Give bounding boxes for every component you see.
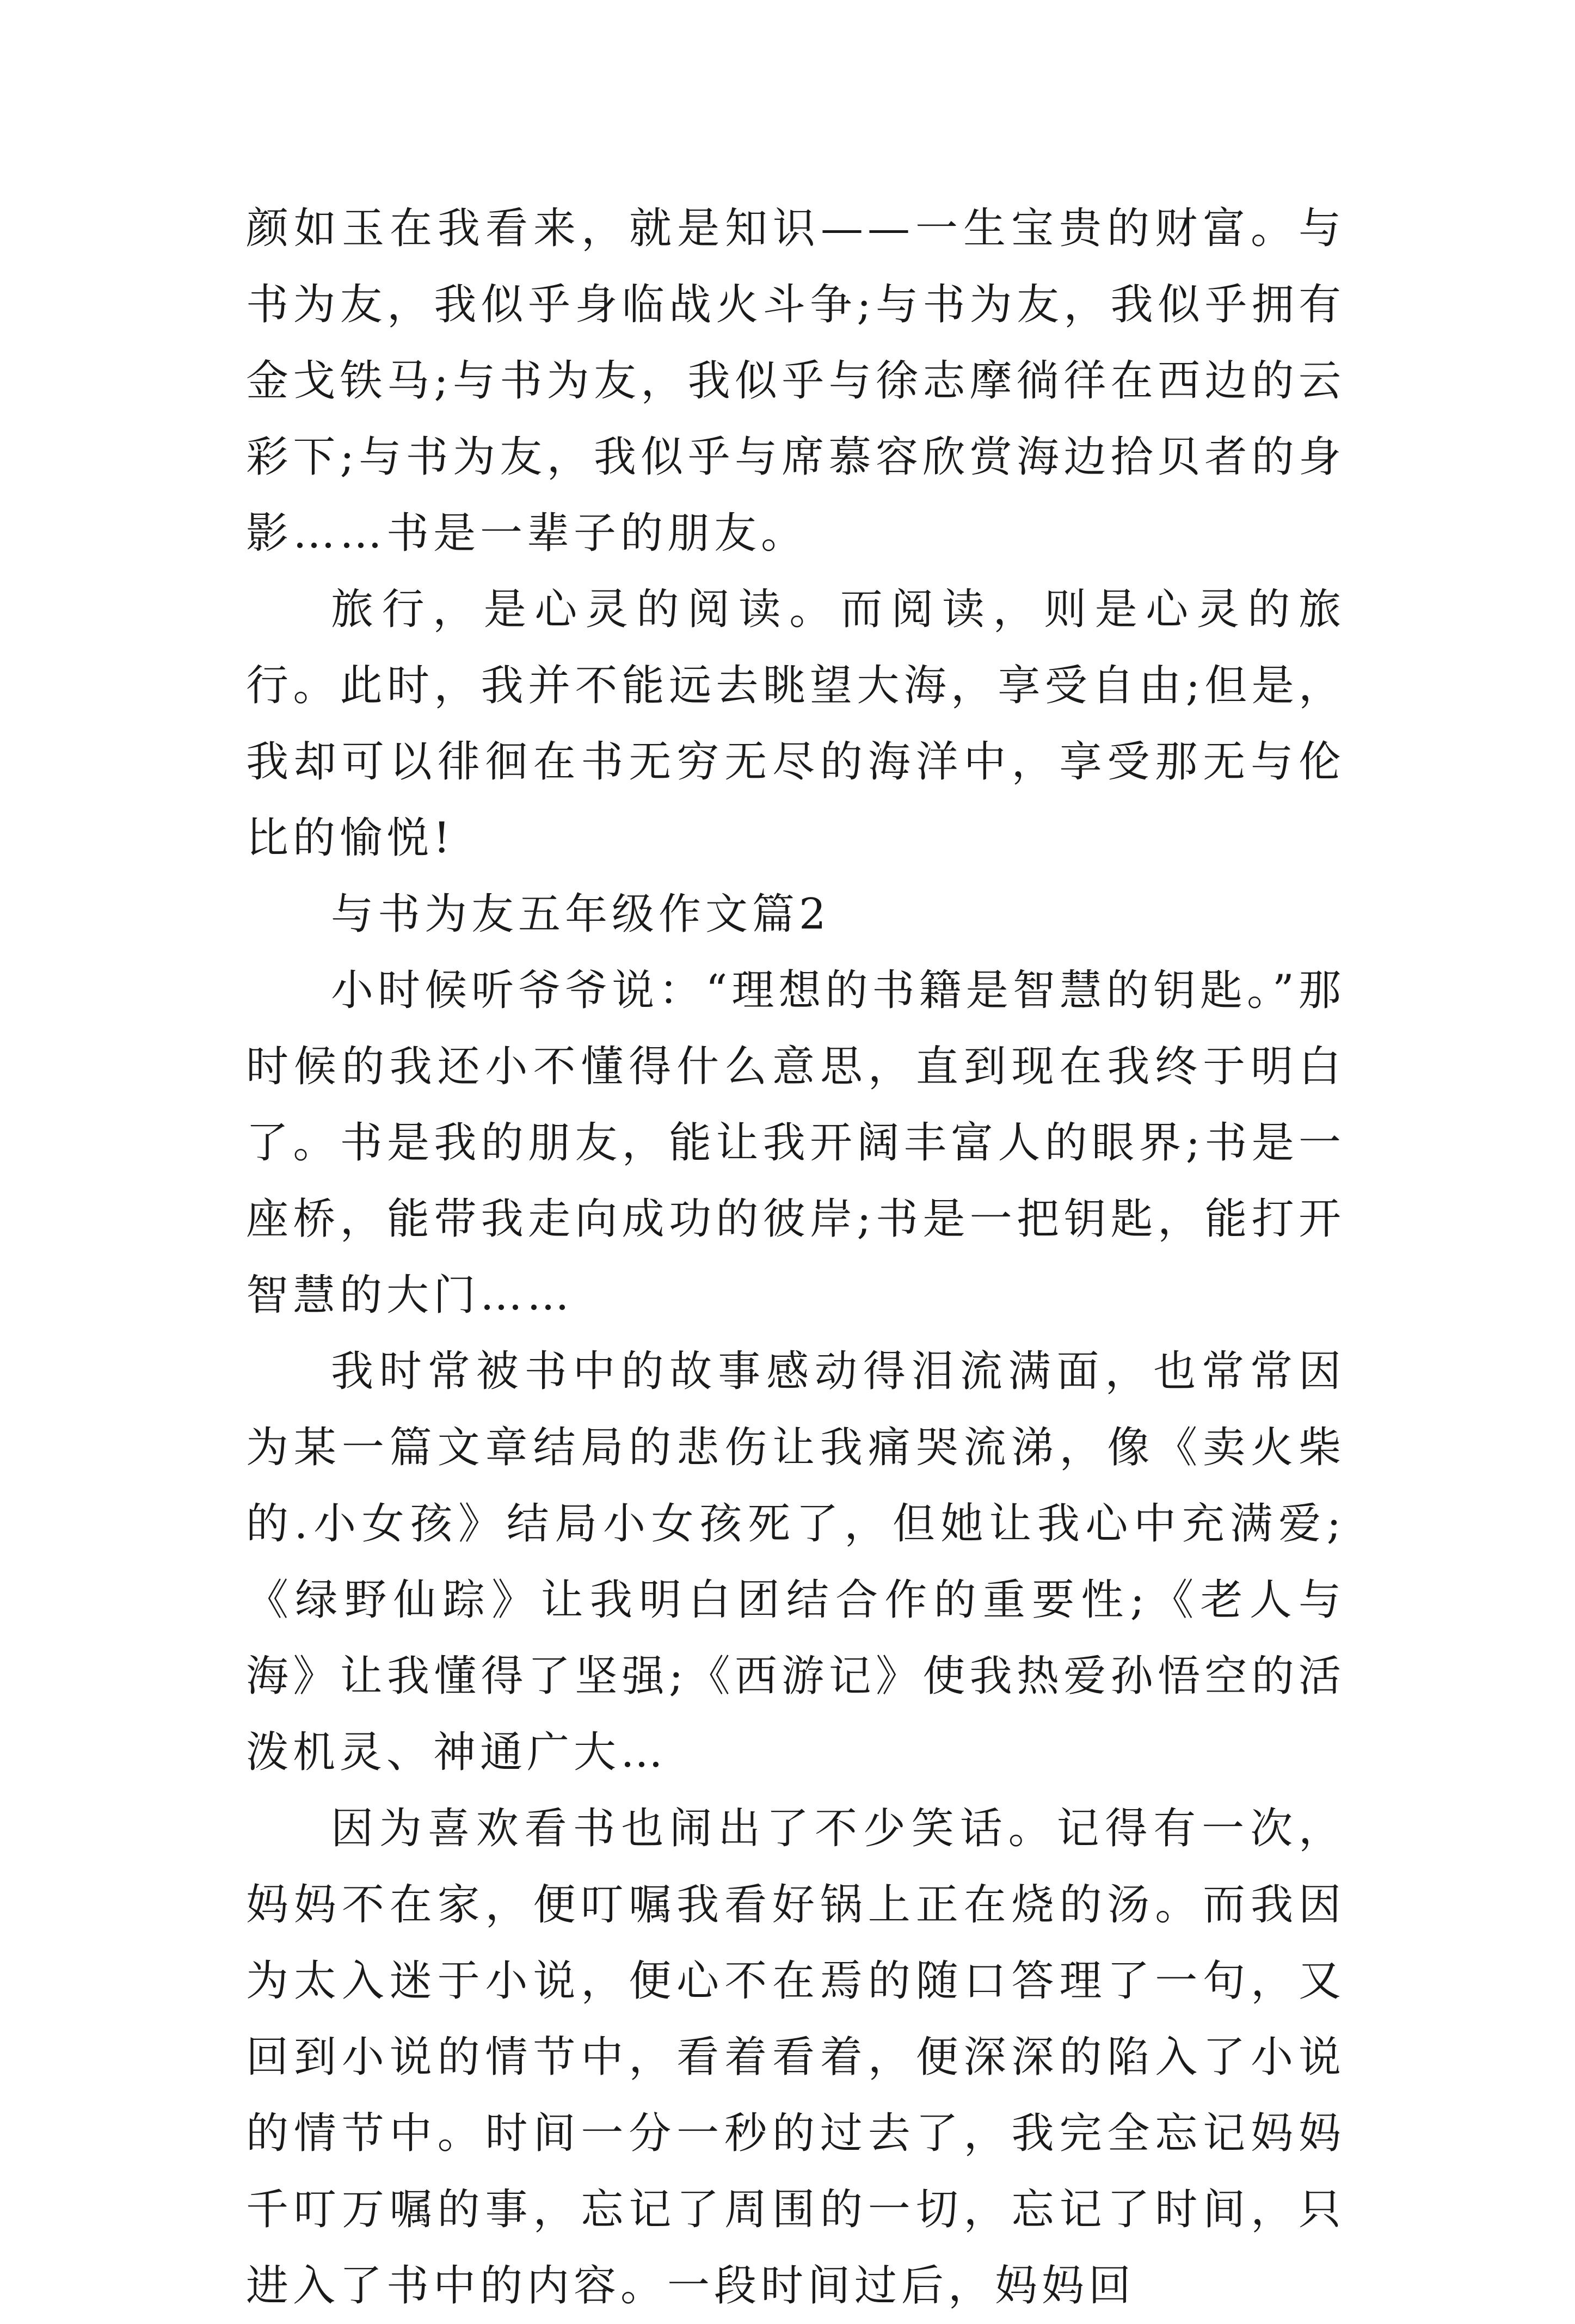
paragraph-3: 小时候听爷爷说：“理想的书籍是智慧的钥匙。”那时候的我还小不懂得什么意思，直到现在我终于明白了。书是我的朋友，能让我开阔丰富人的眼界;书是一座桥，能带我走向成功的彼岸;书是一把钥匙，能打开智慧的大门…… [246, 966, 1345, 1320]
paragraph-2: 旅行，是心灵的阅读。而阅读，则是心灵的旅行。此时，我并不能远去眺望大海，享受自由;但是，我却可以徘徊在书无穷无尽的海洋中，享受那无与伦比的愉悦! [246, 585, 1345, 863]
paragraph-4: 我时常被书中的故事感动得泪流满面，也常常因为某一篇文章结局的悲伤让我痛哭流涕，像《卖火柴的.小女孩》结局小女孩死了，但她让我心中充满爱;《绿野仙踪》让我明白团结合作的重要性;《老人与海》让我懂得了坚强;《西游记》使我热爱孙悟空的活泼机灵、神通广大… [246, 1347, 1345, 1777]
document-body [246, 190, 1345, 2324]
paragraph-5: 因为喜欢看书也闹出了不少笑话。记得有一次，妈妈不在家，便叮嘱我看好锅上正在烧的汤。而我因为太入迷于小说，便心不在焉的随口答理了一句，又回到小说的情节中，看着看着，便深深的陷入了小说的情节中。时间一分一秒的过去了，我完全忘记妈妈千叮万嘱的事，忘记了周围的一切，忘记了时间，只进入了书中的内容。一段时间过后，妈妈回 [246, 1804, 1345, 2310]
section-heading: 与书为友五年级作文篇2 [331, 890, 830, 939]
paragraph-1: 颜如玉在我看来，就是知识——一生宝贵的财富。与书为友，我似乎身临战火斗争;与书为友，我似乎拥有金戈铁马;与书为友，我似乎与徐志摩徜徉在西边的云彩下;与书为友，我似乎与席慕容欣赏海边拾贝者的身影……书是一辈子的朋友。 [246, 204, 1345, 558]
